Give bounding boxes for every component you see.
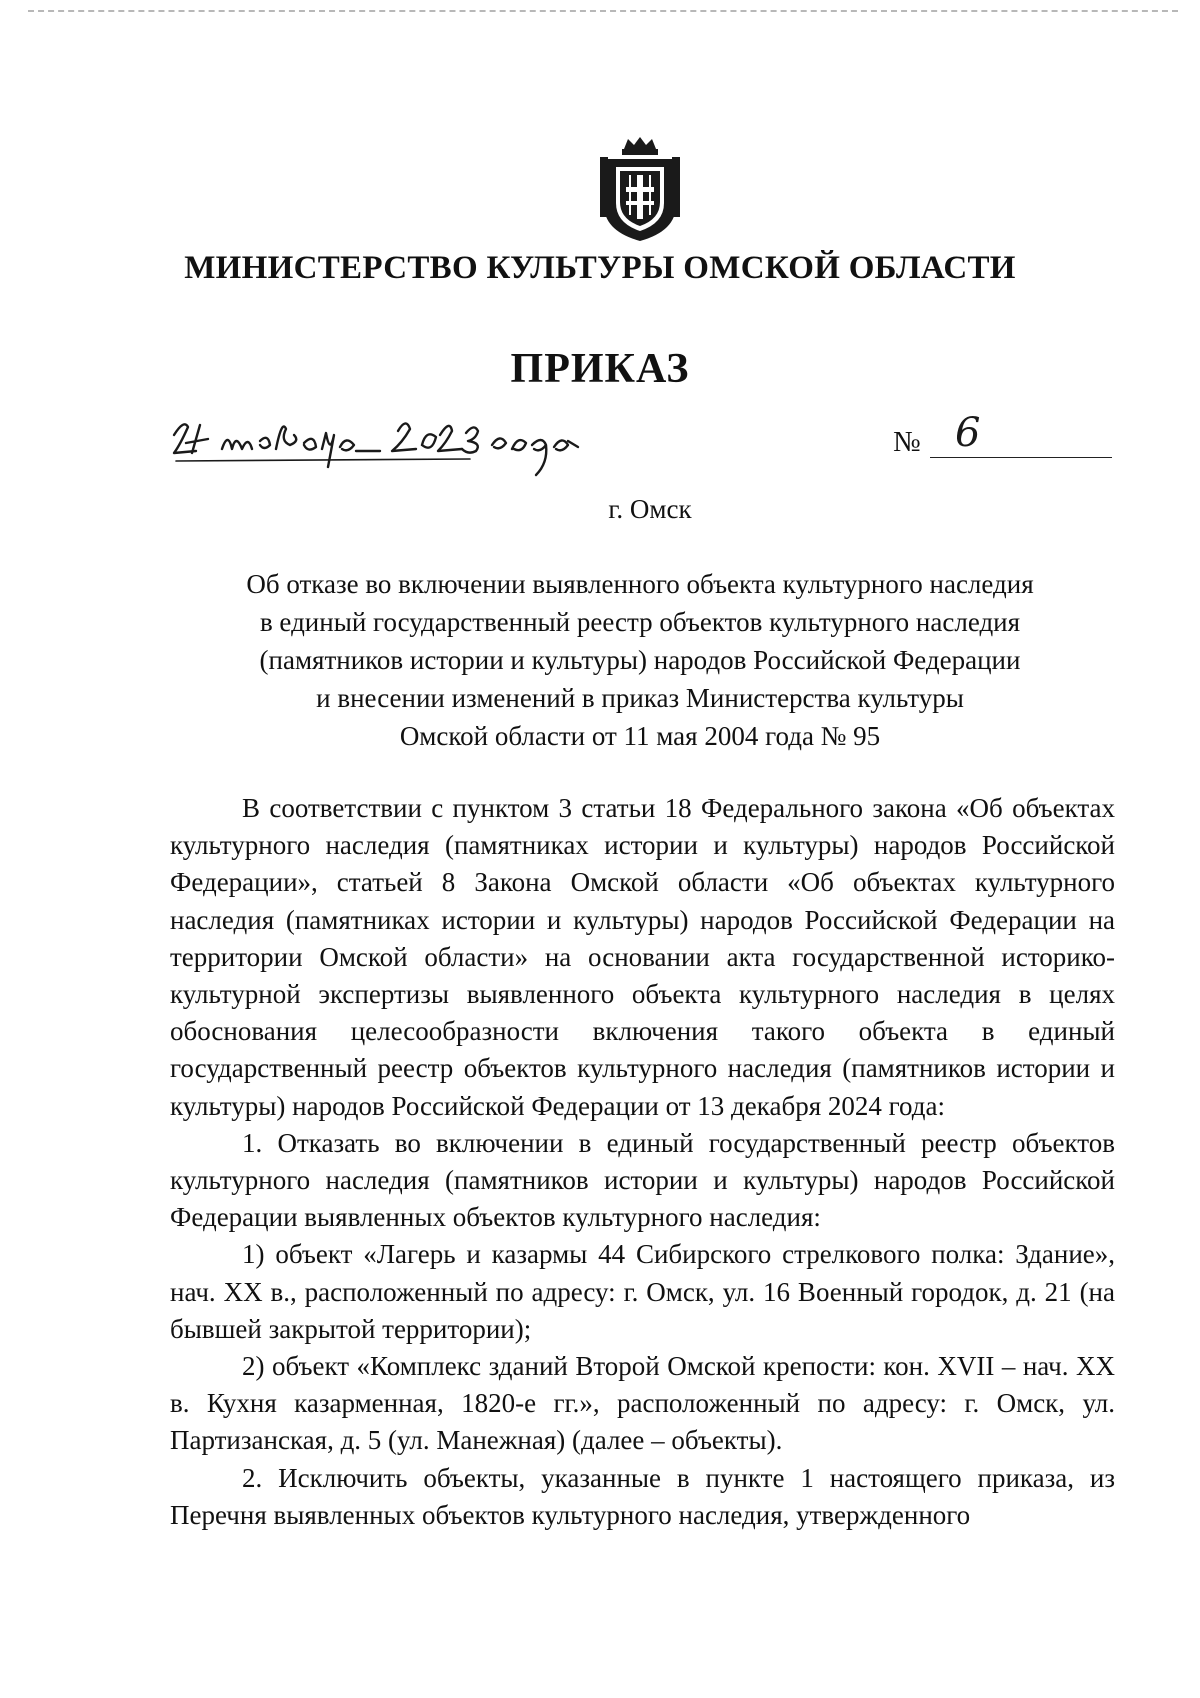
order-title [190,565,1090,755]
title-line: в единый государственный реестр объектов культурного наследия [259,607,1021,637]
title-line: и внесении изменений в приказ Министерства культуры [316,683,964,713]
title-line: Об отказе во включении выявленного объекта культурного наследия [246,569,1034,599]
object-2-paragraph: 2) объект «Комплекс зданий Второй Омской крепости: кон. XVII – нач. XX в. Кухня казарменная, 1820-е гг.», расположенный по адресу: г. Омск, ул. Партизанская, д. 5 (ул. Манежная) (далее – объекты). [170,1351,1115,1456]
preamble-paragraph: В соответствии с пунктом 3 статьи 18 Федерального закона «Об объектах культурного наследия (памятниках истории и культуры) народов Российской Федерации», статьей 8 Закона Омской области «Об объектах культурного наследия (памятниках истории и культуры) народов Российской Федерации на территории Омской области» на основании акта государственной историко-культурной экспертизы выявленного объекта культурного наследия в целях обоснования целесообразности включения такого объекта в единый государственный реестр объектов культурного наследия (памятников истории и культуры) народов Российской Федерации от 13 декабря 2024 года: [170,793,1115,1121]
scan-edge-line [28,10,1178,12]
ministry-name: МИНИСТЕРСТВО КУЛЬТУРЫ ОМСКОЙ ОБЛАСТИ [184,250,1016,286]
clause-1-paragraph: 1. Отказать во включении в единый государственный реестр объектов культурного наследия (памятников истории и культуры) народов Российской Федерации выявленных объектов культурного наследия: [170,1127,1115,1233]
clause-2-paragraph: 2. Исключить объекты, указанные в пункте 1 настоящего приказа, из Перечня выявленных объектов культурного наследия, утвержденного [170,1462,1115,1530]
order-body [170,790,1115,1534]
document-number: 6 [955,410,981,456]
handwritten-date [170,405,640,485]
document-type-heading: ПРИКАЗ [510,346,690,392]
city-line: г. Омск [608,494,692,524]
number-label: № [893,426,921,458]
object-1-paragraph: 1) объект «Лагерь и казармы 44 Сибирского стрелкового полка: Здание», нач. XX в., расположенный по адресу: г. Омск, ул. 16 Военный городок, д. 21 (на бывшей закрытой территории); [170,1239,1115,1344]
title-line: Омской области от 11 мая 2004 года № 95 [399,721,881,751]
coat-of-arms-icon [596,135,684,243]
title-line: (памятников истории и культуры) народов Российской Федерации [259,645,1021,675]
number-underline [930,457,1112,458]
